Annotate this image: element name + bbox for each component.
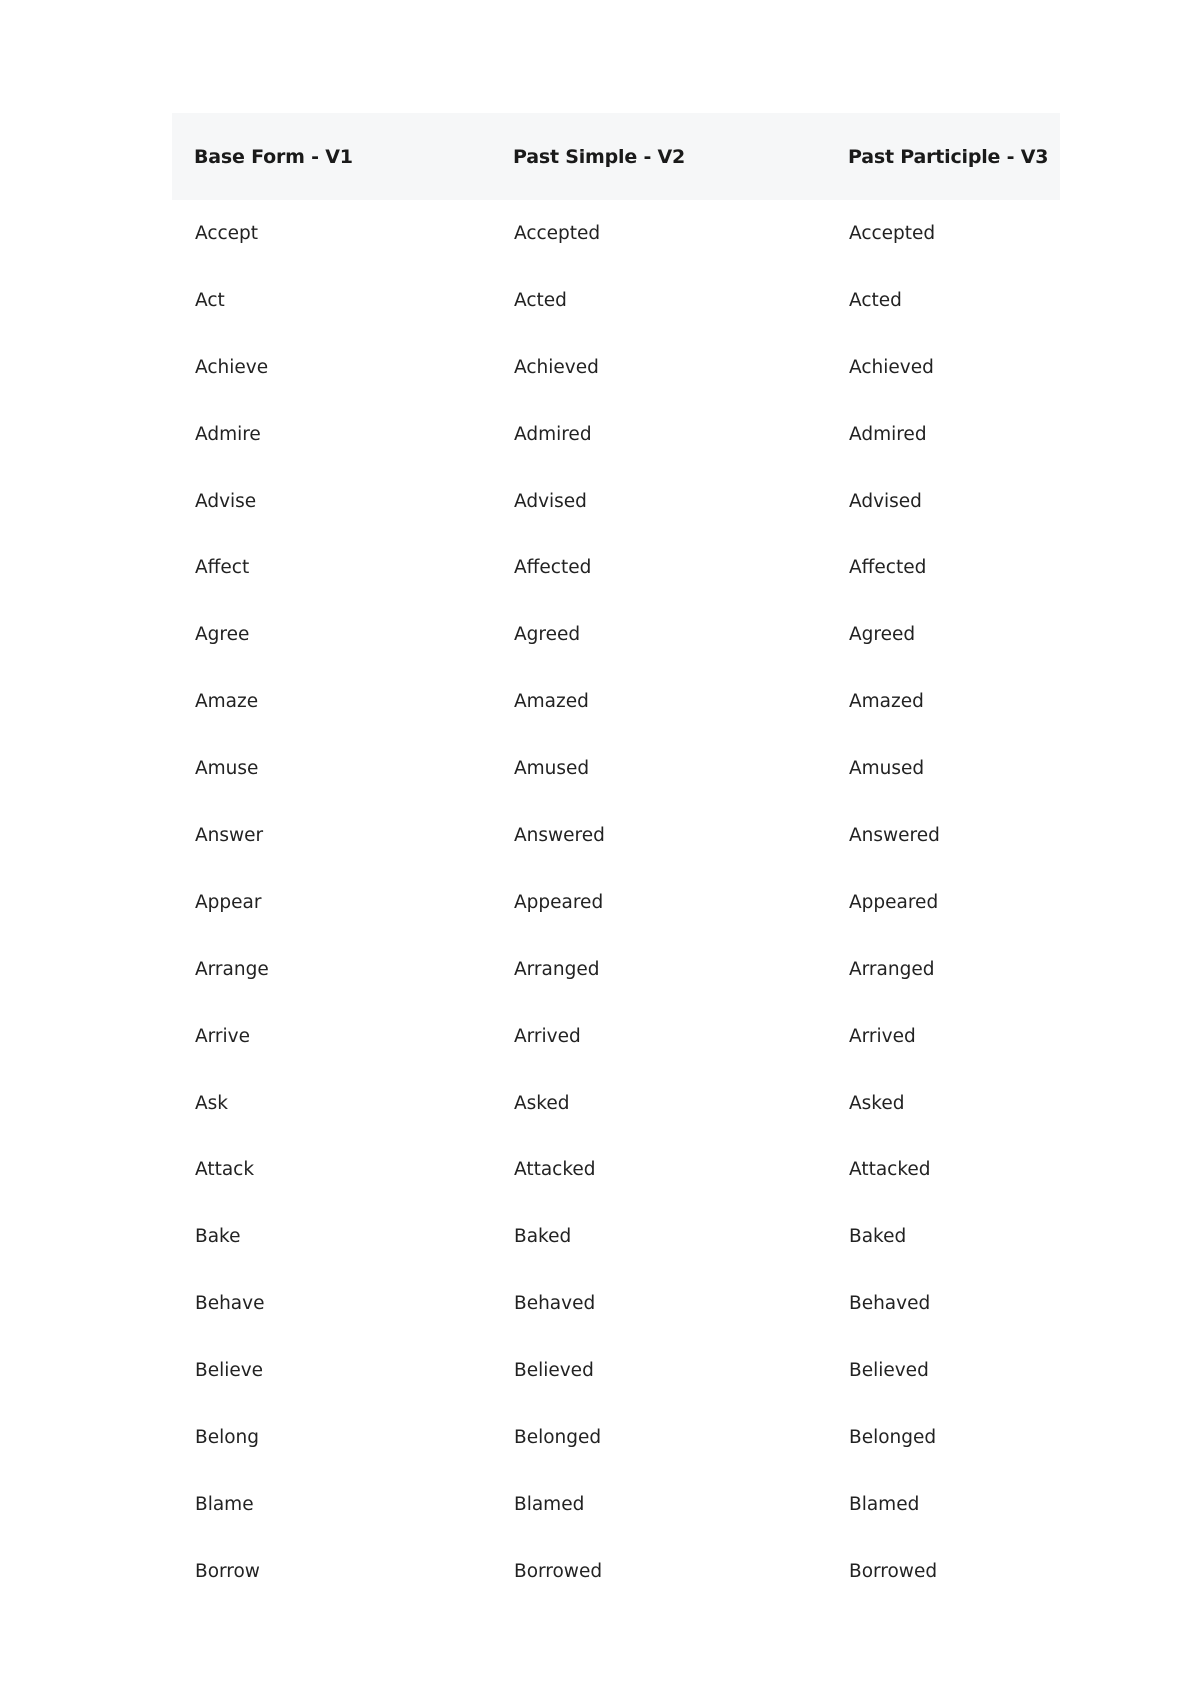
past-simple-cell: Arranged	[514, 958, 600, 980]
base-form-cell: Believe	[195, 1360, 264, 1382]
past-simple-cell: Borrowed	[514, 1560, 603, 1582]
past-participle-cell: Achieved	[849, 356, 934, 378]
table-row	[172, 334, 1060, 401]
past-participle-cell: Blamed	[849, 1493, 920, 1515]
past-participle-cell: Believed	[849, 1360, 929, 1382]
base-form-cell: Achieve	[195, 356, 269, 378]
past-participle-cell: Behaved	[849, 1293, 931, 1315]
base-form-cell: Act	[195, 289, 225, 311]
base-form-cell: Amuse	[195, 758, 259, 780]
past-simple-cell: Behaved	[514, 1293, 596, 1315]
base-form-cell: Ask	[195, 1092, 229, 1114]
table-row	[172, 601, 1060, 668]
past-participle-cell: Accepted	[849, 222, 936, 244]
past-simple-cell: Amazed	[514, 691, 589, 713]
base-form-cell: Amaze	[195, 691, 259, 713]
table-row	[172, 735, 1060, 802]
past-participle-cell: Admired	[849, 423, 927, 445]
past-participle-cell: Appeared	[849, 891, 939, 913]
table-body	[172, 200, 1060, 1605]
past-simple-cell: Attacked	[514, 1159, 596, 1181]
table-row	[172, 1070, 1060, 1137]
past-participle-cell: Answered	[849, 824, 940, 846]
table-row	[172, 668, 1060, 735]
past-participle-cell: Amazed	[849, 691, 924, 713]
past-simple-cell: Advised	[514, 490, 587, 512]
base-form-cell: Affect	[195, 557, 250, 579]
past-participle-cell: Agreed	[849, 624, 916, 646]
table-header	[172, 113, 1060, 200]
table-row	[172, 936, 1060, 1003]
base-form-cell: Belong	[195, 1426, 260, 1448]
base-form-cell: Appear	[195, 891, 262, 913]
past-participle-cell: Asked	[849, 1092, 905, 1114]
past-simple-cell: Arrived	[514, 1025, 581, 1047]
past-simple-cell: Admired	[514, 423, 592, 445]
table-row	[172, 534, 1060, 601]
base-form-cell: Accept	[195, 222, 259, 244]
table-row	[172, 468, 1060, 535]
table-row	[172, 869, 1060, 936]
verb-forms-table	[172, 113, 1060, 1605]
header-past-simple: Past Simple - V2	[513, 145, 686, 168]
base-form-cell: Arrive	[195, 1025, 251, 1047]
past-simple-cell: Blamed	[514, 1493, 585, 1515]
base-form-cell: Arrange	[195, 958, 269, 980]
past-simple-cell: Accepted	[514, 222, 601, 244]
past-participle-cell: Arranged	[849, 958, 935, 980]
table-row	[172, 1270, 1060, 1337]
header-past-participle: Past Participle - V3	[848, 145, 1049, 168]
past-simple-cell: Appeared	[514, 891, 604, 913]
past-participle-cell: Attacked	[849, 1159, 931, 1181]
past-participle-cell: Arrived	[849, 1025, 916, 1047]
past-participle-cell: Belonged	[849, 1426, 937, 1448]
table-row	[172, 802, 1060, 869]
table-row	[172, 401, 1060, 468]
table-row	[172, 267, 1060, 334]
past-simple-cell: Agreed	[514, 624, 581, 646]
past-simple-cell: Belonged	[514, 1426, 602, 1448]
past-simple-cell: Answered	[514, 824, 605, 846]
table-row	[172, 1538, 1060, 1605]
past-participle-cell: Advised	[849, 490, 922, 512]
table-row	[172, 1337, 1060, 1404]
base-form-cell: Advise	[195, 490, 257, 512]
base-form-cell: Answer	[195, 824, 264, 846]
base-form-cell: Attack	[195, 1159, 255, 1181]
past-simple-cell: Amused	[514, 758, 590, 780]
table-row	[172, 200, 1060, 267]
past-simple-cell: Baked	[514, 1226, 572, 1248]
past-participle-cell: Amused	[849, 758, 925, 780]
past-simple-cell: Asked	[514, 1092, 570, 1114]
base-form-cell: Admire	[195, 423, 261, 445]
header-base-form: Base Form - V1	[194, 145, 353, 168]
base-form-cell: Agree	[195, 624, 250, 646]
past-simple-cell: Achieved	[514, 356, 599, 378]
past-simple-cell: Acted	[514, 289, 567, 311]
past-participle-cell: Acted	[849, 289, 902, 311]
table-row	[172, 1003, 1060, 1070]
base-form-cell: Bake	[195, 1226, 241, 1248]
past-participle-cell: Affected	[849, 557, 927, 579]
table-row	[172, 1404, 1060, 1471]
header-row	[172, 113, 1060, 200]
base-form-cell: Behave	[195, 1293, 265, 1315]
base-form-cell: Borrow	[195, 1560, 260, 1582]
table-row	[172, 1136, 1060, 1203]
past-participle-cell: Baked	[849, 1226, 907, 1248]
past-simple-cell: Affected	[514, 557, 592, 579]
past-participle-cell: Borrowed	[849, 1560, 938, 1582]
table-row	[172, 1471, 1060, 1538]
table-row	[172, 1203, 1060, 1270]
past-simple-cell: Believed	[514, 1360, 594, 1382]
base-form-cell: Blame	[195, 1493, 254, 1515]
